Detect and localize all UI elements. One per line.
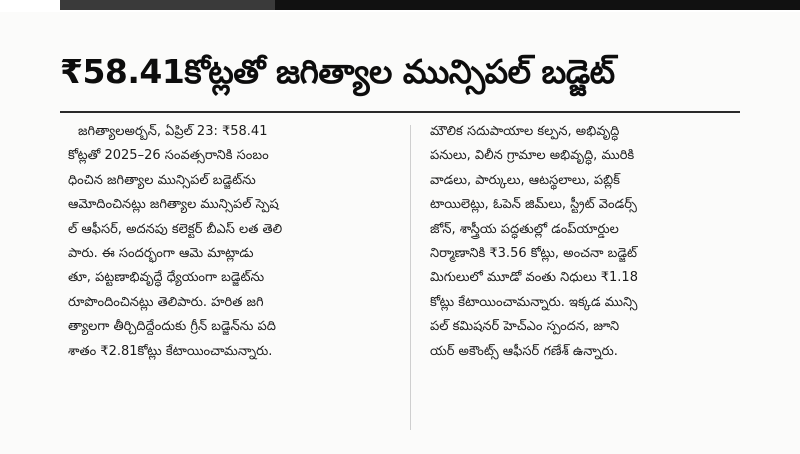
text-line: మౌలిక సదుపాయాల కల్పన, అభివృద్ధి	[430, 124, 620, 139]
headline-rule	[60, 111, 740, 113]
text-line: వాడలు, పార్కులు, ఆటస్థలాలు, పబ్లిక్	[430, 172, 620, 188]
text-line: యర్ అకౌంట్స్ ఆఫీసర్ గణేశ్ ఉన్నారు.	[430, 343, 618, 359]
headline: ₹58.41కోట్లతో జగిత్యాల మున్సిపల్ బడ్జెట్	[60, 52, 615, 91]
text-line: నిర్మాణానికి ₹3.56 కోట్లు, అంచనా బడ్జెట్	[430, 245, 638, 261]
text-line: పారు. ఈ సందర్భంగా ఆమె మాట్లాడు	[68, 245, 254, 261]
text-line: ఆమోదించినట్లు జగిత్యాల మున్సిపల్ స్పెష	[68, 197, 279, 213]
text-line: త్యాలగా తీర్చిదిద్దేందుకు గ్రీన్ బడ్జెన్‌ను పది	[68, 319, 276, 335]
text-line: కోట్లతో 2025–26 సంవత్సరానికి సంబం	[68, 148, 269, 164]
column-divider	[410, 125, 411, 430]
top-border-bar-dark	[275, 0, 800, 10]
article-column-right	[430, 120, 742, 364]
text-line: మిగులులో మూడో వంతు నిధులు ₹1.18	[430, 270, 638, 286]
text-line: పల్ కమిషనర్ హెచ్ఎం స్పందన, జూని	[430, 319, 620, 335]
text-line: రూపొందించినట్లు తెలిపారు. హరిత జగి	[68, 294, 264, 310]
text-line: జగిత్యాలఅర్బన్, ఏప్రిల్ 23: ₹58.41	[78, 124, 268, 139]
text-line: ల్ ఆఫీసర్, అదనపు కలెక్టర్ బీఎస్ లత తెలి	[68, 221, 283, 237]
text-line: తూ, పట్టణాభివృద్ధే ధ్యేయంగా బడ్జెట్‌ను	[68, 270, 265, 286]
text-line: ధించిన జగిత్యాల మున్సిపల్ బడ్జెట్‌ను	[68, 172, 256, 188]
text-line: శాతం ₹2.81కోట్లు కేటాయించామన్నారు.	[68, 343, 273, 359]
text-line: టాయిలెట్లు, ఓపెన్ జిమ్‌లు, స్ట్రీట్ వెండర్స్	[430, 197, 637, 213]
text-line: కోట్లు కేటాయించామన్నారు. ఇక్కడ మున్సి	[430, 294, 638, 310]
text-line: పనులు, విలీన గ్రామాల అభివృద్ధి, మురికి	[430, 148, 635, 164]
text-line: జోన్, శాస్త్రీయ పద్ధతుల్లో డంప్‌యార్డుల	[430, 221, 619, 237]
article-column-left	[68, 120, 380, 364]
